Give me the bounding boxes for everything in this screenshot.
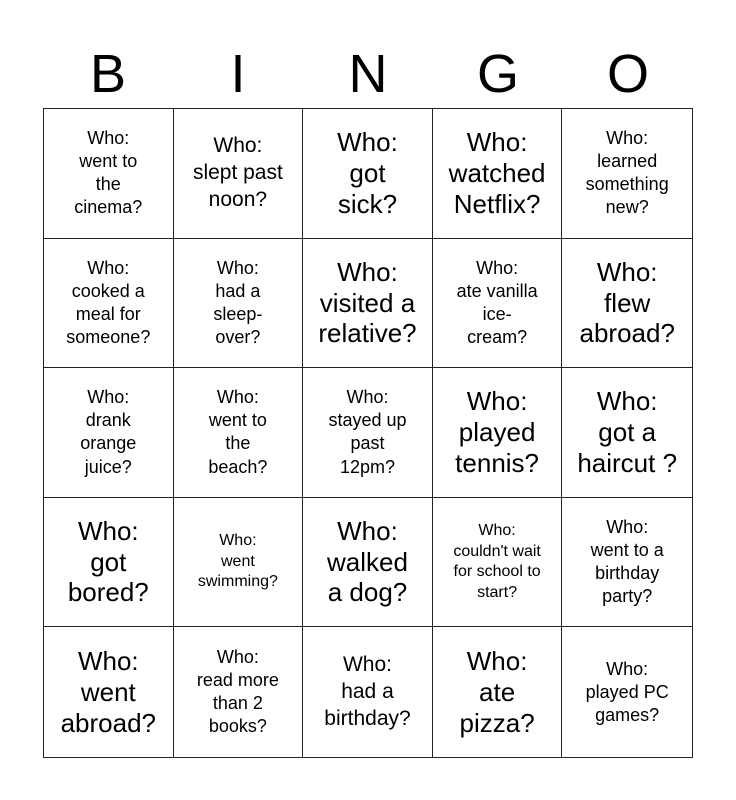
bingo-cell[interactable] xyxy=(303,627,433,757)
header-letter-i: I xyxy=(230,44,246,104)
bingo-cell[interactable] xyxy=(433,627,563,757)
header-letter-g: G xyxy=(476,44,519,104)
cell-text: Who: went swimming? xyxy=(197,532,278,591)
bingo-cell[interactable] xyxy=(44,368,174,498)
cell-text: Who: flew abroad? xyxy=(579,256,675,349)
header-letter-b: B xyxy=(89,44,127,104)
cell-text: Who: got bored? xyxy=(67,516,149,608)
cell-text: Who: read more than 2 books? xyxy=(196,647,279,737)
bingo-cell[interactable] xyxy=(174,627,304,757)
cell-text: Who: got sick? xyxy=(337,127,398,219)
bingo-cell[interactable] xyxy=(433,239,563,369)
cell-text: Who: watched Netflix? xyxy=(448,127,546,219)
cell-text: Who: went to the beach? xyxy=(208,387,268,477)
bingo-cell[interactable] xyxy=(562,368,692,498)
bingo-cell[interactable] xyxy=(303,239,433,369)
bingo-cell[interactable] xyxy=(44,627,174,757)
bingo-cell[interactable] xyxy=(562,239,692,369)
bingo-board xyxy=(43,108,693,758)
header-letter-n: N xyxy=(348,44,388,104)
bingo-header xyxy=(43,40,693,108)
bingo-cell[interactable] xyxy=(433,109,563,239)
bingo-cell[interactable] xyxy=(562,498,692,628)
bingo-cell[interactable] xyxy=(174,368,304,498)
cell-text: Who: visited a relative? xyxy=(318,256,417,349)
cell-text: Who: went abroad? xyxy=(60,646,156,738)
cell-text: Who: slept past noon? xyxy=(192,133,283,211)
cell-text: Who: cooked a meal for someone? xyxy=(66,257,151,347)
bingo-cell[interactable] xyxy=(174,498,304,628)
cell-text: Who: ate pizza? xyxy=(459,646,535,738)
cell-text: Who: stayed up past 12pm? xyxy=(328,387,407,477)
bingo-cell[interactable] xyxy=(433,368,563,498)
cell-text: Who: ate vanilla ice- cream? xyxy=(456,257,538,347)
cell-text: Who: went to a birthday party? xyxy=(590,517,664,607)
bingo-cell[interactable] xyxy=(562,109,692,239)
cell-text: Who: got a haircut ? xyxy=(577,386,678,478)
bingo-cell[interactable] xyxy=(44,109,174,239)
cell-text: Who: learned something new? xyxy=(585,128,669,218)
cell-text: Who: couldn't wait for school to start? xyxy=(453,522,541,601)
cell-text: Who: played tennis? xyxy=(455,386,540,478)
bingo-cell[interactable] xyxy=(174,109,304,239)
cell-text: Who: played PC games? xyxy=(585,658,669,725)
cell-text: Who: went to the cinema? xyxy=(74,128,143,218)
bingo-cell[interactable] xyxy=(174,239,304,369)
bingo-cell[interactable] xyxy=(433,498,563,628)
cell-text: Who: walked a dog? xyxy=(327,516,408,608)
bingo-cell[interactable] xyxy=(562,627,692,757)
header-letter-o: O xyxy=(606,44,649,104)
cell-text: Who: had a birthday? xyxy=(324,652,411,730)
bingo-cell[interactable] xyxy=(303,368,433,498)
bingo-cell[interactable] xyxy=(44,239,174,369)
cell-text: Who: had a sleep- over? xyxy=(213,257,263,347)
bingo-cell[interactable] xyxy=(44,498,174,628)
bingo-cell[interactable] xyxy=(303,109,433,239)
bingo-cell[interactable] xyxy=(303,498,433,628)
cell-text: Who: drank orange juice? xyxy=(80,387,137,477)
